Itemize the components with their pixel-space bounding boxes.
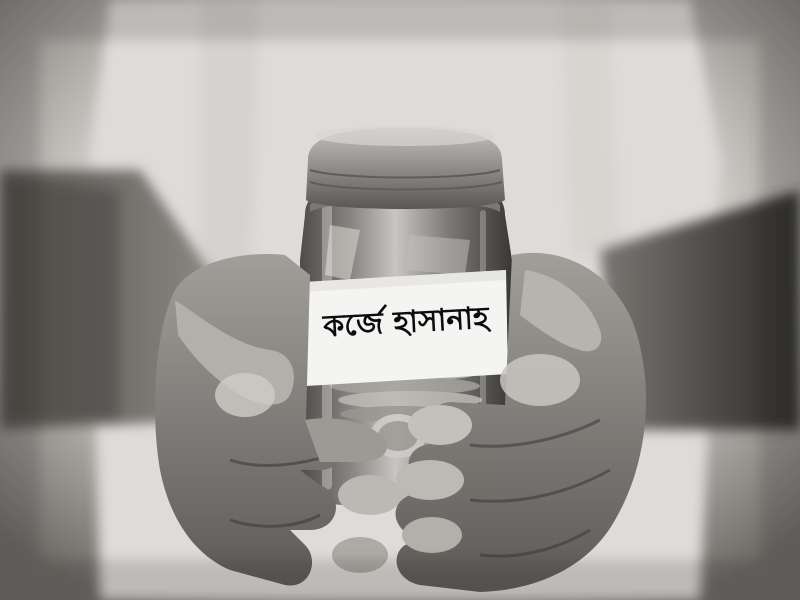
jar-lid bbox=[306, 126, 505, 209]
jar-label-text: কর্জে হাসানাহ bbox=[322, 300, 490, 344]
